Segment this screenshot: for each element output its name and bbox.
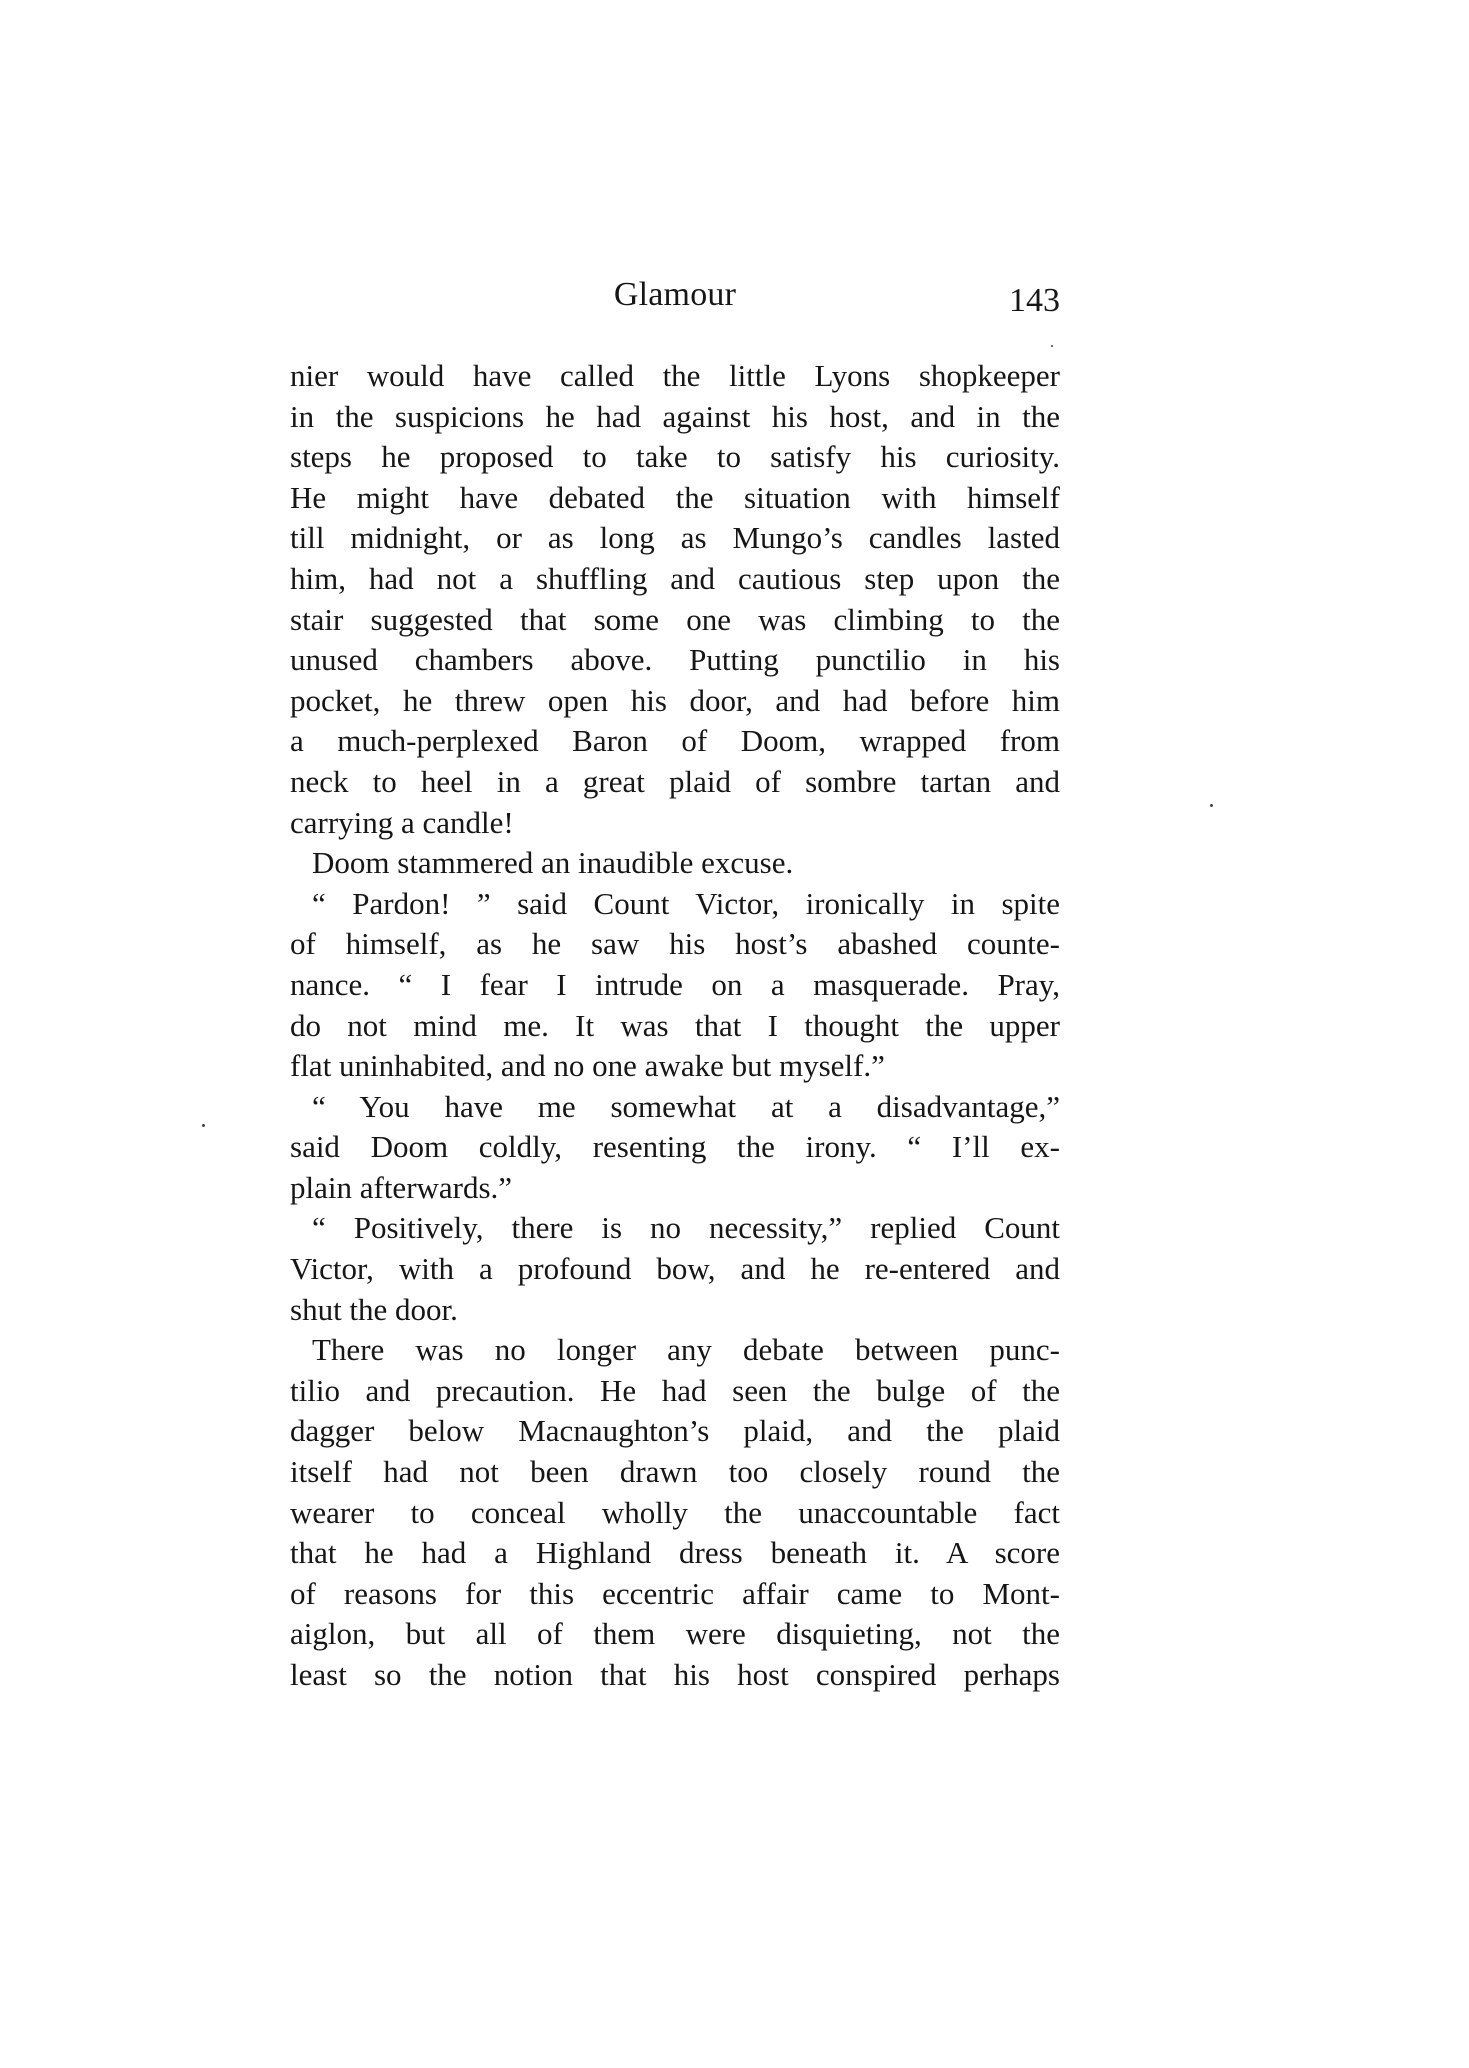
- text-line: carrying a candle!: [290, 804, 514, 840]
- page-number: 143: [1009, 282, 1060, 319]
- text-line: of himself, as he saw his host’s abashed counte-: [290, 926, 1060, 962]
- text-line: nance. “ I fear I intrude on a masquerade. Pray,: [290, 966, 1060, 1002]
- text-line: steps he proposed to take to satisfy his curiosity.: [290, 439, 1060, 475]
- body-text: [290, 356, 1060, 1696]
- text-line: that he had a Highland dress beneath it. A score: [290, 1535, 1060, 1571]
- text-line: itself had not been drawn too closely round the: [290, 1454, 1060, 1490]
- text-line: of reasons for this eccentric affair came to Mont-: [290, 1575, 1060, 1611]
- text-line: “ Positively, there is no necessity,” replied Count: [312, 1210, 1060, 1246]
- text-line: do not mind me. It was that I thought the upper: [290, 1007, 1060, 1043]
- text-line: “ Pardon! ” said Count Victor, ironically in spite: [312, 885, 1060, 921]
- text-line: There was no longer any debate between punc-: [312, 1332, 1060, 1368]
- text-line: shut the door.: [290, 1291, 458, 1327]
- text-line: in the suspicions he had against his host, and in the: [290, 398, 1060, 434]
- text-line: dagger below Macnaughton’s plaid, and the plaid: [290, 1413, 1060, 1449]
- text-line: nier would have called the little Lyons shopkeeper: [290, 358, 1060, 393]
- text-line: “ You have me somewhat at a disadvantage,”: [312, 1088, 1060, 1124]
- running-title: Glamour: [613, 276, 737, 313]
- text-line: plain afterwards.”: [290, 1169, 513, 1205]
- text-line: least so the notion that his host conspired perhaps: [290, 1657, 1060, 1692]
- print-speck: [1051, 345, 1053, 347]
- text-line: a much-perplexed Baron of Doom, wrapped from: [290, 723, 1060, 759]
- running-head: [290, 270, 1060, 320]
- print-speck: [202, 1124, 205, 1127]
- text-line: him, had not a shuffling and cautious step upon the: [290, 560, 1060, 596]
- text-line: said Doom coldly, resenting the irony. “ I’ll ex-: [290, 1129, 1060, 1165]
- text-line: neck to heel in a great plaid of sombre tartan and: [290, 763, 1060, 799]
- text-line: till midnight, or as long as Mungo’s candles lasted: [290, 520, 1060, 556]
- text-line: Doom stammered an inaudible excuse.: [312, 845, 794, 881]
- text-line: Victor, with a profound bow, and he re-entered and: [290, 1251, 1060, 1287]
- text-line: He might have debated the situation with himself: [290, 479, 1060, 515]
- text-line: stair suggested that some one was climbing to the: [290, 601, 1060, 637]
- text-line: tilio and precaution. He had seen the bulge of the: [290, 1372, 1060, 1408]
- text-line: wearer to conceal wholly the unaccountable fact: [290, 1494, 1060, 1530]
- text-line: unused chambers above. Putting punctilio in his: [290, 642, 1060, 678]
- text-line: pocket, he threw open his door, and had before him: [290, 682, 1060, 718]
- text-line: flat uninhabited, and no one awake but myself.”: [290, 1048, 885, 1084]
- print-speck: [1210, 804, 1213, 807]
- text-line: aiglon, but all of them were disquieting, not the: [290, 1616, 1060, 1652]
